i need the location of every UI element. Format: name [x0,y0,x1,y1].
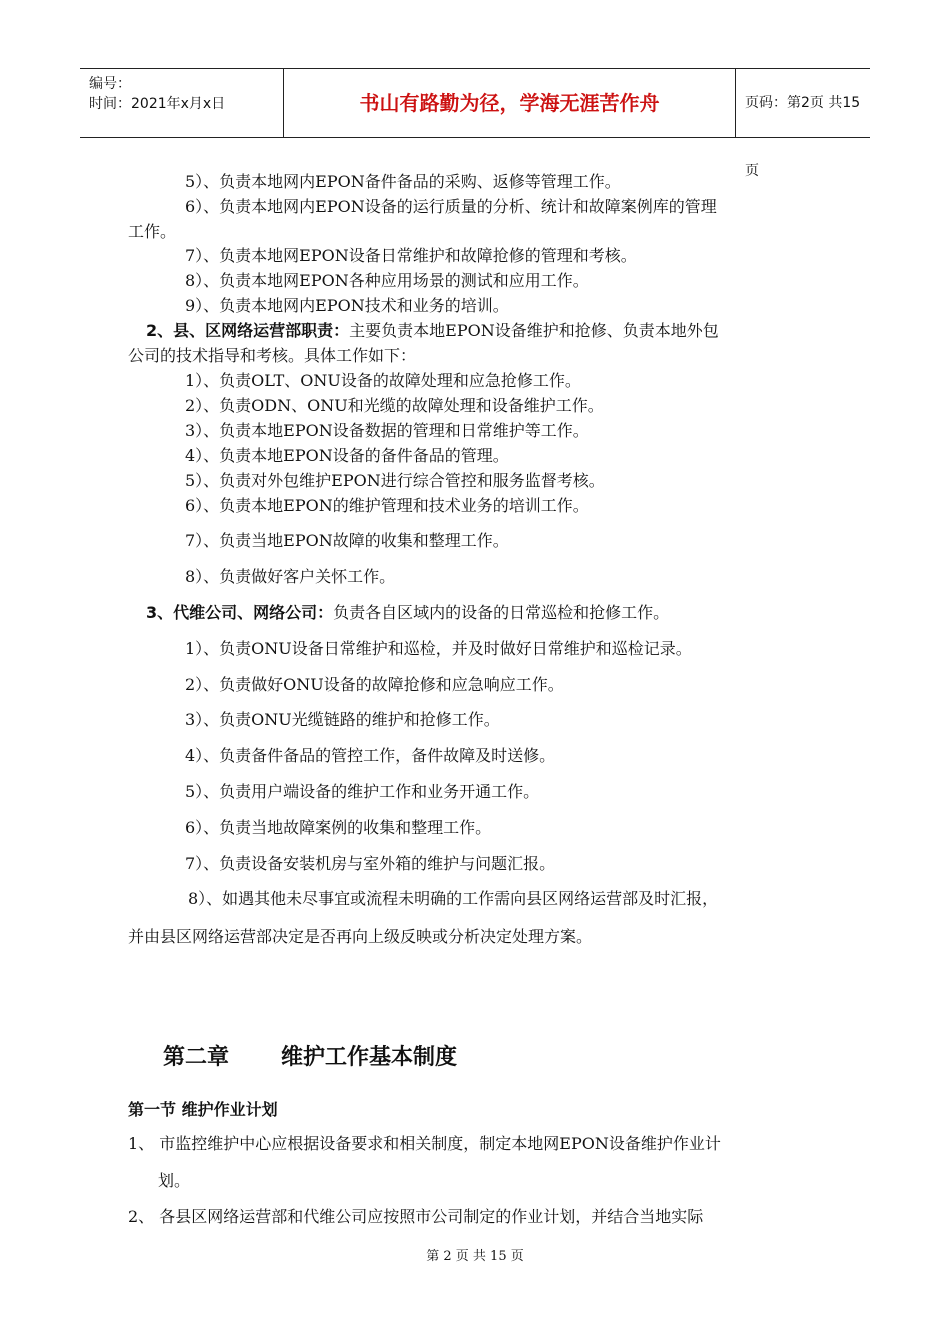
text-line: 6）、负责本地EPON的维护管理和技术业务的培训工作。 [185,496,589,515]
text-line: 并由县区网络运营部决定是否再向上级反映或分析决定处理方案。 [128,927,593,946]
section-3-heading: 3、代维公司、网络公司： [146,603,334,622]
time-label: 时间：2021年x月x日 [89,96,226,112]
number-label: 编号： [89,76,131,92]
text-line: 1、 市监控维护中心应根据设备要求和相关制度，制定本地网EPON设备维护作业计 [128,1134,721,1153]
text-line: 7）、负责设备安装机房与室外箱的维护与问题汇报。 [185,854,556,873]
text-line: 5）、负责本地网内EPON备件备品的采购、返修等管理工作。 [185,172,621,191]
section-3-text: 负责各自区域内的设备的日常巡检和抢修工作。 [333,603,670,622]
text-line: 6）、负责本地网内EPON设备的运行质量的分析、统计和故障案例库的管理 [185,197,717,216]
text-line: 5）、负责用户端设备的维护工作和业务开通工作。 [185,782,540,801]
text-line: 5）、负责对外包维护EPON进行综合管控和服务监督考核。 [185,471,605,490]
text-line: 划。 [158,1171,191,1190]
chapter-number: 第二章 [163,1045,230,1070]
section-3-line [146,603,669,623]
text-line: 9）、负责本地网内EPON技术和业务的培训。 [185,296,509,315]
text-line: 2、 各县区网络运营部和代维公司应按照市公司制定的作业计划，并结合当地实际 [128,1207,704,1226]
section-2-heading: 2、县、区网络运营部职责： [146,321,350,340]
text-line: 8）、如遇其他未尽事宜或流程未明确的工作需向县区网络运营部及时汇报， [188,889,719,908]
text-line: 3）、负责本地EPON设备数据的管理和日常维护等工作。 [185,421,589,440]
section-2-line [146,321,719,341]
text-line: 4）、负责本地EPON设备的备件备品的管理。 [185,446,509,465]
text-line: 3）、负责ONU光缆链路的维护和抢修工作。 [185,710,500,729]
chapter-title [163,1040,457,1071]
text-line: 7）、负责当地EPON故障的收集和整理工作。 [185,531,509,550]
text-line: 公司的技术指导和考核。具体工作如下： [128,346,417,365]
header-meta-cell [80,69,284,137]
text-line: 2）、负责做好ONU设备的故障抢修和应急响应工作。 [185,675,564,694]
text-line: 4）、负责备件备品的管控工作，备件故障及时送修。 [185,746,556,765]
header-table [80,68,870,179]
text-line: 8）、负责本地网EPON各种应用场景的测试和应用工作。 [185,271,589,290]
chapter-name: 维护工作基本制度 [281,1045,458,1070]
section-2-text: 主要负责本地EPON设备维护和抢修、负责本地外包 [349,321,719,340]
text-line: 1）、负责OLT、ONU设备的故障处理和应急抢修工作。 [185,371,581,390]
text-line: 1）、负责ONU设备日常维护和巡检，并及时做好日常维护和巡检记录。 [185,639,692,658]
header-motto: 书山有路勤为径，学海无涯苦作舟 [284,69,736,137]
text-line: 工作。 [128,222,177,241]
section-title: 第一节 维护作业计划 [128,1100,278,1119]
header-page-label: 页码：第2页 共15页 [745,95,861,179]
text-line: 7）、负责本地网EPON设备日常维护和故障抢修的管理和考核。 [185,246,637,265]
text-line: 8）、负责做好客户关怀工作。 [185,567,396,586]
page-footer: 第 2 页 共 15 页 [426,1249,524,1264]
text-line: 2）、负责ODN、ONU和光缆的故障处理和设备维护工作。 [185,396,604,415]
text-line: 6）、负责当地故障案例的收集和整理工作。 [185,818,492,837]
